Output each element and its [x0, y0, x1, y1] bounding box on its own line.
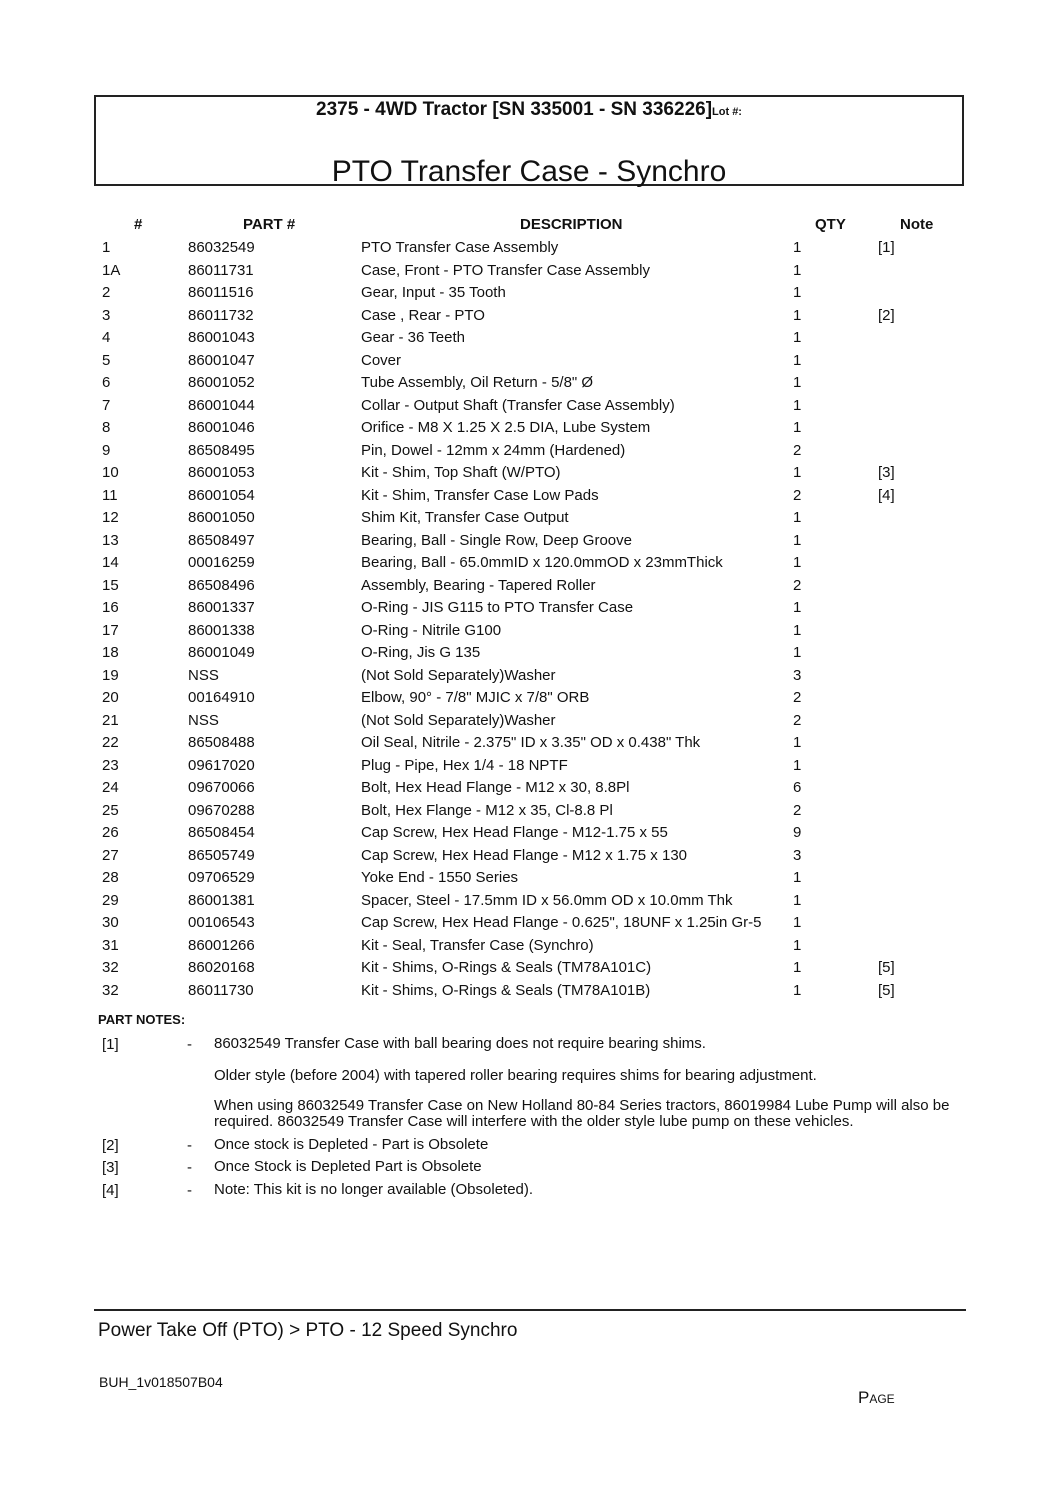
part-quantity: 1 — [793, 981, 802, 999]
part-quantity: 1 — [793, 306, 802, 324]
row-number: 8 — [102, 419, 111, 436]
part-quantity: 1 — [793, 239, 802, 256]
parts-table — [0, 237, 1060, 1002]
table-row — [0, 417, 1060, 440]
table-row — [0, 822, 1060, 845]
part-description: Bearing, Ball - 65.0mmID x 120.0mmOD x 23mmThick — [361, 554, 723, 571]
table-row — [0, 665, 1060, 688]
part-note-ref: [4] — [878, 486, 895, 504]
part-number: 86508488 — [188, 734, 255, 751]
part-number: 86001047 — [188, 351, 255, 369]
row-number: 9 — [102, 441, 111, 459]
table-row — [0, 575, 1060, 598]
part-description: Yoke End - 1550 Series — [361, 869, 519, 886]
table-row — [0, 800, 1060, 823]
table-row — [0, 980, 1060, 1003]
row-number: 14 — [102, 554, 119, 571]
part-quantity: 9 — [793, 824, 802, 841]
part-quantity: 1 — [793, 891, 802, 909]
note-ref: [3] — [102, 1159, 119, 1176]
row-number: 22 — [102, 734, 119, 751]
part-description: Shim Kit, Transfer Case Output — [361, 509, 569, 526]
col-header-num: # — [134, 216, 143, 233]
note-text: When using 86032549 Transfer Case on New Holland 80-84 Series tractors, 86019984 Lube Pump will also be required. 86032549 Transfer Case will interfere with the older style lube pump on these vehicles. — [214, 1097, 950, 1130]
table-row — [0, 552, 1060, 575]
part-number: 86001054 — [188, 486, 255, 504]
part-quantity: 1 — [793, 464, 802, 481]
part-quantity: 2 — [793, 801, 802, 819]
part-description: Kit - Shims, O-Rings & Seals (TM78A101B) — [361, 981, 651, 999]
note-text: Once Stock is Depleted Part is Obsolete — [214, 1158, 482, 1175]
col-header-note: Note — [900, 216, 934, 233]
part-number: 86001337 — [188, 599, 255, 616]
part-number: 86020168 — [188, 959, 255, 976]
row-number: 15 — [102, 576, 119, 594]
part-number: 86505749 — [188, 846, 255, 864]
part-description: Case , Rear - PTO — [361, 306, 485, 324]
note-dash: - — [187, 1182, 192, 1199]
part-quantity: 1 — [793, 396, 802, 414]
part-quantity: 1 — [793, 914, 802, 931]
part-number: 09670066 — [188, 779, 255, 796]
table-row — [0, 372, 1060, 395]
part-description: Bearing, Ball - Single Row, Deep Groove — [361, 531, 632, 549]
note-ref: [1] — [102, 1036, 119, 1053]
part-number: 86011730 — [188, 981, 254, 999]
part-quantity: 2 — [793, 711, 802, 729]
row-number: 6 — [102, 374, 111, 391]
table-row — [0, 620, 1060, 643]
part-description: Orifice - M8 X 1.25 X 2.5 DIA, Lube System — [361, 419, 651, 436]
part-description: Bolt, Hex Head Flange - M12 x 30, 8.8Pl — [361, 779, 630, 796]
part-quantity: 1 — [793, 621, 802, 639]
table-row — [0, 687, 1060, 710]
row-number: 26 — [102, 824, 119, 841]
part-quantity: 1 — [793, 531, 802, 549]
part-quantity: 2 — [793, 576, 802, 594]
part-description: O-Ring - JIS G115 to PTO Transfer Case — [361, 599, 634, 616]
part-description: Cap Screw, Hex Head Flange - M12-1.75 x 55 — [361, 824, 668, 841]
part-note-ref: [2] — [878, 306, 895, 324]
part-quantity: 2 — [793, 441, 802, 459]
part-description: Elbow, 90° - 7/8" MJIC x 7/8" ORB — [361, 689, 590, 706]
part-quantity: 2 — [793, 689, 802, 706]
part-description: PTO Transfer Case Assembly — [361, 239, 559, 256]
lot-label: Lot #: — [712, 106, 742, 118]
note-dash: - — [187, 1036, 192, 1053]
part-description: Gear, Input - 35 Tooth — [361, 284, 506, 301]
table-row — [0, 485, 1060, 508]
table-row — [0, 597, 1060, 620]
row-number: 28 — [102, 869, 119, 886]
part-quantity: 2 — [793, 486, 802, 504]
part-number: 86508454 — [188, 824, 255, 841]
row-number: 17 — [102, 621, 119, 639]
part-description: Case, Front - PTO Transfer Case Assembly — [361, 261, 650, 279]
row-number: 27 — [102, 846, 119, 864]
table-row — [0, 957, 1060, 980]
table-row — [0, 440, 1060, 463]
part-number: 86011731 — [188, 261, 254, 279]
part-note-ref: [5] — [878, 959, 895, 976]
table-row — [0, 890, 1060, 913]
row-number: 32 — [102, 981, 119, 999]
part-quantity: 1 — [793, 936, 802, 954]
part-number: NSS — [188, 666, 219, 684]
row-number: 4 — [102, 329, 111, 346]
table-row — [0, 327, 1060, 350]
part-number: 86001052 — [188, 374, 255, 391]
note-text: Note: This kit is no longer available (Obsoleted). — [214, 1181, 534, 1198]
part-description: (Not Sold Separately)Washer — [361, 711, 556, 729]
part-quantity: 1 — [793, 261, 802, 279]
part-quantity: 1 — [793, 869, 802, 886]
table-row — [0, 530, 1060, 553]
part-number: 86508497 — [188, 531, 255, 549]
part-quantity: 1 — [793, 329, 802, 346]
row-number: 11 — [102, 486, 118, 504]
part-note-ref: [5] — [878, 981, 895, 999]
part-description: Cover — [361, 351, 402, 369]
table-row — [0, 237, 1060, 260]
part-quantity: 1 — [793, 734, 802, 751]
table-row — [0, 755, 1060, 778]
part-description: Cap Screw, Hex Head Flange - M12 x 1.75 x 130 — [361, 846, 688, 864]
part-quantity: 1 — [793, 509, 802, 526]
part-note-ref: [3] — [878, 464, 895, 481]
part-quantity: 1 — [793, 599, 802, 616]
part-number: 86508495 — [188, 441, 255, 459]
row-number: 1A — [102, 261, 121, 279]
row-number: 1 — [102, 239, 111, 256]
row-number: 30 — [102, 914, 119, 931]
table-row — [0, 395, 1060, 418]
part-quantity: 1 — [793, 554, 802, 571]
part-number: 86001381 — [188, 891, 255, 909]
part-number: 86001046 — [188, 419, 255, 436]
table-row — [0, 642, 1060, 665]
part-number: 00106543 — [188, 914, 255, 931]
part-notes-title: PART NOTES: — [98, 1012, 186, 1027]
part-quantity: 1 — [793, 959, 802, 976]
row-number: 5 — [102, 351, 111, 369]
part-quantity: 1 — [793, 284, 802, 301]
part-quantity: 6 — [793, 779, 802, 796]
part-description: Plug - Pipe, Hex 1/4 - 18 NPTF — [361, 756, 568, 774]
note-ref: [2] — [102, 1137, 119, 1154]
table-row — [0, 732, 1060, 755]
table-row — [0, 710, 1060, 733]
part-description: Bolt, Hex Flange - M12 x 35, Cl-8.8 Pl — [361, 801, 613, 819]
col-header-part: PART # — [243, 216, 296, 233]
part-quantity: 1 — [793, 351, 802, 369]
part-note-ref: [1] — [878, 239, 895, 256]
table-row — [0, 935, 1060, 958]
part-description: Pin, Dowel - 12mm x 24mm (Hardened) — [361, 441, 626, 459]
part-number: 86001053 — [188, 464, 255, 481]
row-number: 29 — [102, 891, 119, 909]
part-number: 86001049 — [188, 644, 255, 661]
header-box — [94, 95, 964, 186]
part-description: O-Ring - Nitrile G100 — [361, 621, 502, 639]
document-id: BUH_1v018507B04 — [99, 1374, 223, 1390]
note-text: 86032549 Transfer Case with ball bearing does not require bearing shims. — [214, 1035, 706, 1052]
table-row — [0, 912, 1060, 935]
part-number: 86001266 — [188, 936, 255, 954]
part-description: O-Ring, Jis G 135 — [361, 644, 481, 661]
table-row — [0, 260, 1060, 283]
note-text: Older style (before 2004) with tapered roller bearing requires shims for bearing adjustment. — [214, 1067, 817, 1084]
part-number: 86032549 — [188, 239, 255, 256]
part-number: 09706529 — [188, 869, 255, 886]
row-number: 12 — [102, 509, 119, 526]
part-description: Assembly, Bearing - Tapered Roller — [361, 576, 596, 594]
row-number: 10 — [102, 464, 119, 481]
table-row — [0, 507, 1060, 530]
table-row — [0, 350, 1060, 373]
row-number: 13 — [102, 531, 119, 549]
part-description: Spacer, Steel - 17.5mm ID x 56.0mm OD x 10.0mm Thk — [361, 891, 733, 909]
part-number: 00164910 — [188, 689, 255, 706]
part-description: Oil Seal, Nitrile - 2.375" ID x 3.35" OD x 0.438" Thk — [361, 734, 701, 751]
part-number: 86001043 — [188, 329, 255, 346]
note-dash: - — [187, 1137, 192, 1154]
part-quantity: 1 — [793, 756, 802, 774]
row-number: 20 — [102, 689, 119, 706]
row-number: 24 — [102, 779, 119, 796]
row-number: 19 — [102, 666, 119, 684]
part-number: 86508496 — [188, 576, 255, 594]
row-number: 25 — [102, 801, 119, 819]
part-quantity: 3 — [793, 846, 802, 864]
part-number: 09617020 — [188, 756, 255, 774]
part-description: Collar - Output Shaft (Transfer Case Assembly) — [361, 396, 675, 414]
part-quantity: 1 — [793, 374, 802, 391]
part-number: 86001044 — [188, 396, 255, 414]
part-description: Kit - Shims, O-Rings & Seals (TM78A101C) — [361, 959, 652, 976]
part-number: 86001338 — [188, 621, 255, 639]
footer-divider — [94, 1309, 966, 1311]
part-quantity: 3 — [793, 666, 802, 684]
col-header-description: DESCRIPTION — [520, 216, 623, 233]
page-label: Page — [858, 1388, 895, 1407]
table-row — [0, 282, 1060, 305]
part-number: 09670288 — [188, 801, 255, 819]
note-dash: - — [187, 1159, 192, 1176]
row-number: 7 — [102, 396, 111, 414]
note-text: Once stock is Depleted - Part is Obsolete — [214, 1136, 489, 1153]
col-header-qty: QTY — [815, 216, 846, 233]
part-number: 86011516 — [188, 284, 254, 301]
part-number: 00016259 — [188, 554, 255, 571]
header-title — [96, 99, 962, 121]
note-ref: [4] — [102, 1182, 119, 1199]
table-row — [0, 777, 1060, 800]
title-text: 2375 - 4WD Tractor [SN 335001 - SN 336226] — [316, 99, 713, 120]
part-description: (Not Sold Separately)Washer — [361, 666, 556, 684]
part-description: Kit - Shim, Transfer Case Low Pads — [361, 486, 599, 504]
table-row — [0, 305, 1060, 328]
part-number: NSS — [188, 711, 219, 729]
part-quantity: 1 — [793, 419, 802, 436]
breadcrumb: Power Take Off (PTO) > PTO - 12 Speed Synchro — [98, 1320, 518, 1341]
row-number: 31 — [102, 936, 119, 954]
part-description: Gear - 36 Teeth — [361, 329, 465, 346]
part-description: Kit - Seal, Transfer Case (Synchro) — [361, 936, 594, 954]
part-description: Tube Assembly, Oil Return - 5/8" Ø — [361, 374, 594, 391]
row-number: 18 — [102, 644, 119, 661]
part-quantity: 1 — [793, 644, 802, 661]
row-number: 32 — [102, 959, 119, 976]
row-number: 2 — [102, 284, 111, 301]
row-number: 23 — [102, 756, 119, 774]
table-row — [0, 867, 1060, 890]
row-number: 21 — [102, 711, 119, 729]
part-description: Cap Screw, Hex Head Flange - 0.625", 18UNF x 1.25in Gr-5 — [361, 914, 762, 931]
row-number: 3 — [102, 306, 111, 324]
table-row — [0, 845, 1060, 868]
row-number: 16 — [102, 599, 119, 616]
table-row — [0, 462, 1060, 485]
part-number: 86011732 — [188, 306, 254, 324]
part-number: 86001050 — [188, 509, 255, 526]
page-title: PTO Transfer Case - Synchro — [331, 155, 727, 188]
part-description: Kit - Shim, Top Shaft (W/PTO) — [361, 464, 561, 481]
